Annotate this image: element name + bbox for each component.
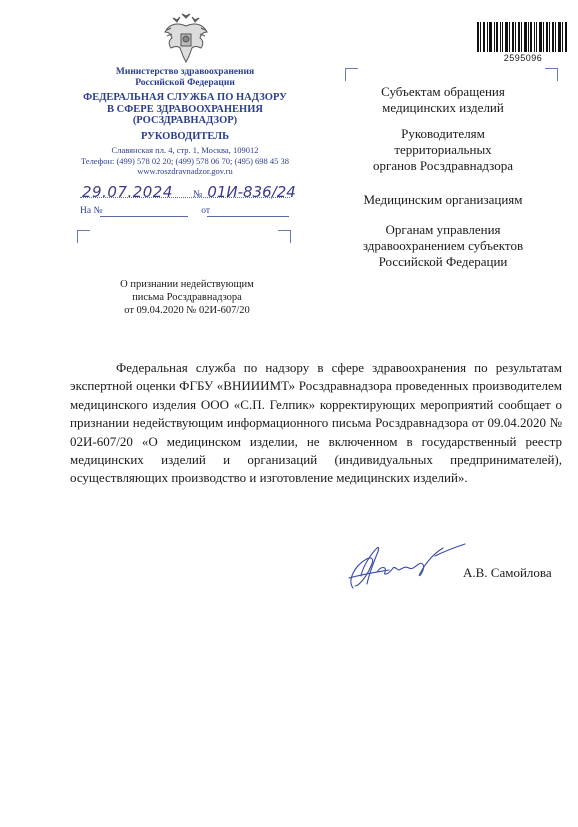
letter-subject: О признании недействующим письма Росздравнадзора от 09.04.2020 № 02И-607/20 (120, 279, 254, 316)
barcode-number: 2595096 (503, 53, 543, 63)
service-name: ФЕДЕРАЛЬНАЯ СЛУЖБА ПО НАДЗОРУ В СФЕРЕ ЗДРАВООХРАНЕНИЯ (РОСЗДРАВНАДЗОР) (83, 92, 287, 126)
addressee-block: Медицинским организациям (363, 192, 523, 207)
handwritten-number (193, 183, 296, 201)
bracket-corner (345, 68, 358, 81)
signatory-name: А.В. Самойлова (463, 565, 552, 580)
barcode (477, 22, 567, 52)
reference-number-line (100, 216, 188, 217)
addressee-block: Руководителям территориальных органов Росздравнадзора (372, 126, 514, 173)
handwritten-date: 29.07.2024 (82, 183, 173, 201)
body-paragraph: Федеральная служба по надзору в сфере здравоохранения по результатам экспертной оценки ФГБУ «ВНИИИМТ» Росздравнадзора проведенных производителем медицинского изделия ООО «С.П. Гелпик» корректирующих мероприятий сообщает о признании недействующим информационного письма Росздравнадзора от 09.04.2020 № 02И-607/20 «О медицинском изделии, не включенном в государственный реестр медицинских изделий и организаций (индивидуальных предпринимателей), осуществляющих производство и изготовление медицинских изделий». (70, 360, 562, 486)
contact-info: Славянская пл. 4, стр. 1, Москва, 109012 Телефон: (499) 578 02 20; (499) 578 06 70; (495) 698 45 38 www.roszdravnadzor.gov.ru (80, 145, 290, 176)
addressee-block: Субъектам обращения медицинских изделий (381, 84, 505, 115)
position-title: РУКОВОДИТЕЛЬ (140, 131, 230, 142)
reference-label: На № (80, 206, 103, 216)
addressee-block: Органам управления здравоохранением субъектов Российской Федерации (362, 222, 524, 269)
registration-number: 01И-836/24 (207, 183, 296, 201)
letter-body (70, 359, 562, 488)
reference-row (80, 206, 210, 216)
reference-date-line (207, 216, 289, 217)
bracket-corner (545, 68, 558, 81)
handwritten-signature (343, 536, 468, 596)
reference-from-label: от (201, 206, 211, 216)
date-line (80, 197, 290, 198)
number-sign: № (193, 189, 203, 200)
coat-of-arms-icon (163, 12, 209, 64)
bracket-corner (278, 230, 291, 243)
bracket-corner (77, 230, 90, 243)
ministry-name: Министерство здравоохранения Российской Федерации (115, 67, 255, 88)
